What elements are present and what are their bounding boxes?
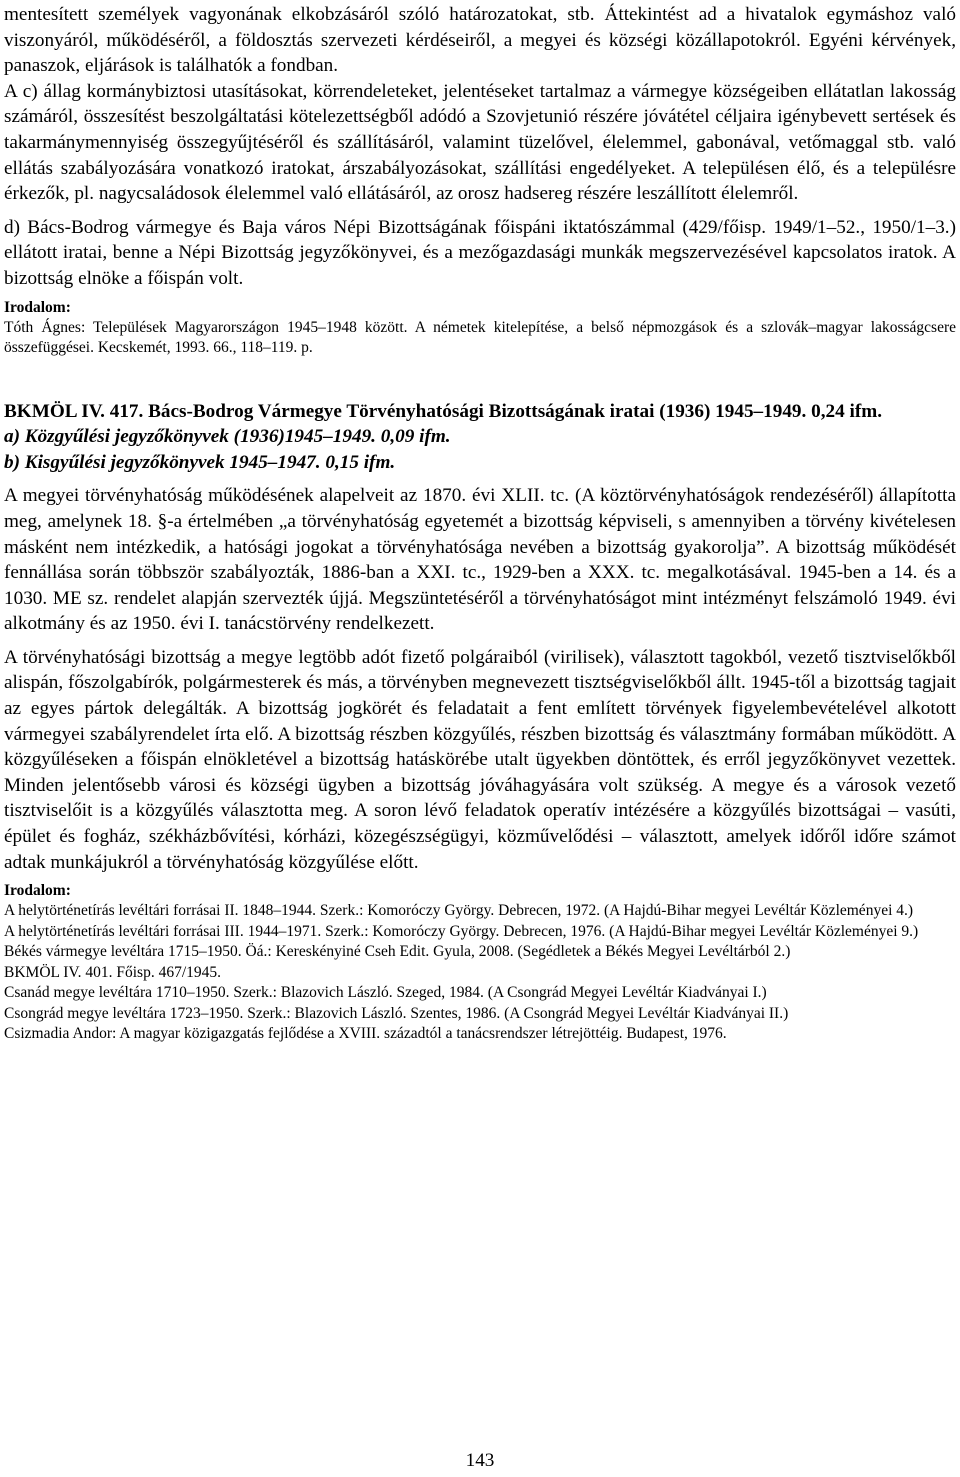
- paragraph: A törvényhatósági bizottság a megye legtöbb adót fizető polgáraiból (virilisek), választott tagokból, vezető tisztviselőkből alispán, főszolgabírók, polgármesterek és más, a törvényben megnevezett tisztségviselőkből állt. 1945-től a bizottság tagjait az egyes pártok delegálták. A bizottság jogkörét és feladatait a fent említett törvények figyelembevételével alkotott vármegyei szabályrendelet írta elő. A bizottság részben közgyűlés, részben bizottság és választmány formában működött. A közgyűléseken a főispán elnökletével a bizottság hatáskörébe utalt ügyekben döntöttek, és erről jegyzőkönyvet vezettek. Minden jelentősebb városi és községi ügyben a bizottság jóváhagyására volt szükség. A megye és a városok vezető tisztviselőit is a közgyűlés választotta meg. A soron lévő feladatok operatív intézésére a közgyűlés bizottságai – vasúti, épület és fogház, székházbővítési, kórházi, közegészségügyi, közművelődési – választott, amelyek időről időre számot adtak munkájukról a törvényhatóság közgyűlése előtt.: [4, 646, 956, 873]
- section-title: BKMÖL IV. 417. Bács-Bodrog Vármegye Törvényhatósági Bizottságának iratai (1936) 1945–1949. 0,24 ifm.: [4, 400, 882, 422]
- paragraph: A c) állag kormánybiztosi utasításokat, körrendeleteket, jelentéseket tartalmaz a vármegye községeiben ellátatlan lakosság számáról, összesítést beszolgáltatási kötelezettségből adódó a Szovjetunió részére jóvátétel céljaira igénybevett sertések és takarmánymennyiség összegyűjtéséről és szállításáról, valamint tüzelővel, élelemmel, gabonával, vetőmaggal stb. való ellátás szabályozására vonatkozó iratokat, árszabályozásokat, szállítási engedélyeket. A településen élő, és a településre érkezők, pl. nagycsaládosok élelemmel való ellátásáról, az orosz hadsereg részére leszállított élelemről.: [4, 80, 956, 205]
- literature-entry: A helytörténetírás levéltári forrásai II. 1848–1944. Szerk.: Komoróczy György. Debrecen, 1972. (A Hajdú-Bihar megyei Levéltár Közleményei 4.): [4, 902, 914, 920]
- literature-entry: BKMÖL IV. 401. Főisp. 467/1945.: [4, 963, 222, 981]
- literature-entry: Csanád megye levéltára 1710–1950. Szerk.: Blazovich László. Szeged, 1984. (A Csongrád Megyei Levéltár Kiadványai I.): [4, 984, 767, 1002]
- paragraph: mentesített személyek vagyonának elkobzásáról szóló határozatokat, stb. Áttekintést ad a hivatalok egymáshoz való viszonyáról, működéséről, a földosztás szervezeti kérdéseiről, a megyei és községi közállapotokról. Egyéni kérvények, panaszok, eljárások is találhatók a fondban.: [4, 4, 956, 77]
- page-number: 143: [465, 1450, 495, 1471]
- subsection-a: a) Közgyűlési jegyzőkönyvek (1936)1945–1949. 0,09 ifm.: [4, 426, 451, 448]
- page-content: [4, 2, 956, 1045]
- literature-entry: Tóth Ágnes: Települések Magyarországon 1945–1948 között. A németek kitelepítése, a belső népmozgások és a szlovák–magyar lakosságcsere összefüggései. Kecskemét, 1993. 66., 118–119. p.: [4, 318, 956, 357]
- paragraph: A megyei törvényhatóság működésének alapelveit az 1870. évi XLII. tc. (A köztörvényhatóságok rendezéséről) állapította meg, amelynek 18. §-a értelmében „a törvényhatóság egyetemét a bizottság képviseli, s amennyiben a törvény kivételesen másként nem intézkedik, a hatósági jogokat a törvényhatósága nevében a bizottság gyakorolja”. A bizottság működését fennállása során többször szabályozták, 1886-ban a XXI. tc., 1929-ben a XXX. tc. megalkotásával. 1945-ben a 14. és a 1030. ME sz. rendelet alapján szervezték újjá. Megszüntetéséről a törvényhatóságot mint intézményt felszámoló 1949. évi alkotmány és az 1950. évi I. tanácstörvény rendelkezett.: [4, 485, 956, 635]
- literature-heading: Irodalom:: [4, 882, 71, 900]
- literature-entry: Csizmadia Andor: A magyar közigazgatás fejlődése a XVIII. századtól a tanácsrendszer létrejöttéig. Budapest, 1976.: [4, 1025, 727, 1043]
- literature-heading: Irodalom:: [4, 298, 71, 316]
- paragraph: d) Bács-Bodrog vármegye és Baja város Népi Bizottságának főispáni iktatószámmal (429/főisp. 1949/1–52., 1950/1–3.) ellátott iratai, benne a Népi Bizottság jegyzőkönyvei, és a mezőgazdasági munkák megszervezésével kapcsolatos iratok. A bizottság elnöke a főispán volt.: [4, 216, 956, 289]
- literature-entry: Csongrád megye levéltára 1723–1950. Szerk.: Blazovich László. Szentes, 1986. (A Csongrád Megyei Levéltár Kiadványai II.): [4, 1004, 789, 1022]
- literature-entry: A helytörténetírás levéltári forrásai III. 1944–1971. Szerk.: Komoróczy György. Debrecen, 1976. (A Hajdú-Bihar megyei Levéltár Közleményei 9.): [4, 922, 919, 940]
- subsection-b: b) Kisgyűlési jegyzőkönyvek 1945–1947. 0,15 ifm.: [4, 451, 396, 473]
- literature-entry: Békés vármegye levéltára 1715–1950. Öá.: Kereskényiné Cseh Edit. Gyula, 2008. (Segédletek a Békés Megyei Levéltárból 2.): [4, 943, 791, 961]
